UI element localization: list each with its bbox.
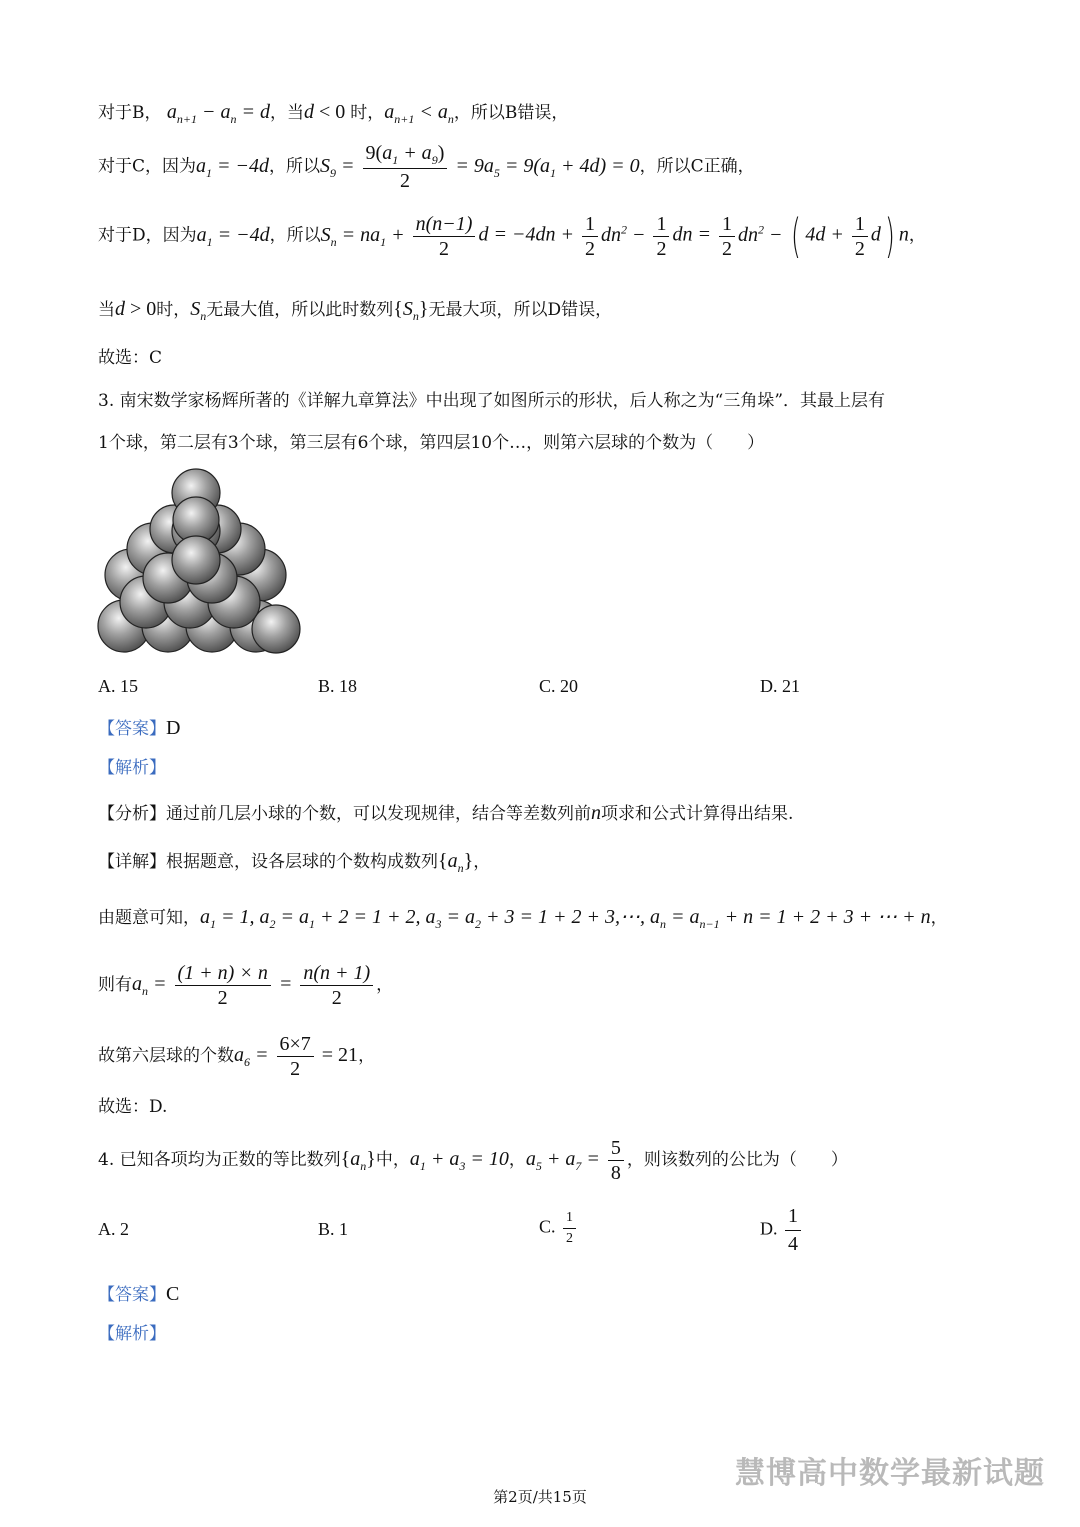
line-option-d: 对于D，因为$a_1 = -4d$，所以$S_n = na_1$ + $\frac{n(n-1)}{2}$ d = −4dn + $\frac{1}{2}$ $dn^2$ − $\frac{1}{2}$ dn = $\frac{1}{2}$ $dn^2$ − ( 4d + $\frac{1}{2}$ d) n， <box>98 209 926 263</box>
triangular-pile-figure <box>96 468 306 660</box>
q3-option-b[interactable]: B. 18 <box>318 676 358 696</box>
line-option-b: 对于B， $a_{n+1} - a_n = d$，当d < 0 时，$a_{n+1} < a_n$，所以B错误， <box>98 101 569 126</box>
line-option-c: 对于C，因为$a_1 = -4d$，所以$S_9$ = $\frac{9(a_1 + a_9)}{2}$ = $9a_5 = 9(a_1 + 4d) = 0$，所以C正确， <box>98 142 755 192</box>
q3-option-a[interactable]: A. 15 <box>98 676 138 696</box>
q3-fenxi: 【分析】通过前几层小球的个数，可以发现规律，结合等差数列前n项求和公式计算得出结果. <box>98 802 794 824</box>
q4-analysis-tag: 【解析】 <box>98 1324 166 1344</box>
q4-answer: 【答案】C <box>98 1283 180 1305</box>
watermark: 慧博高中数学最新试题 <box>735 1456 1045 1491</box>
q3-xiangjie: 【详解】根据题意，设各层球的个数构成数列$\{a_n\}$， <box>98 850 491 875</box>
q3-option-c[interactable]: C. 20 <box>539 676 579 696</box>
q3-analysis-tag: 【解析】 <box>98 758 166 778</box>
q3-result: 故第六层球的个数$a_6$ = $\frac{6\times 7}{2}$ = 21， <box>98 1033 376 1080</box>
q4-stem: 4. 已知各项均为正数的等比数列$\{a_n\}$中，$a_1 + a_3 = 10$，$a_5 + a_7$ = $\frac{5}{8}$ ，则该数列的公比为（ ） <box>98 1137 848 1184</box>
q3-stem-line2: 1个球，第二层有3个球，第三层有6个球，第四层10个…，则第六层球的个数为（ ） <box>98 433 765 453</box>
q3-formula: 则有$a_n$ = $\frac{(1 + n) \times n}{2}$ = $\frac{n(n + 1)}{2}$ ， <box>98 962 394 1009</box>
q4-option-d[interactable]: D. $\frac{1}{4}$ <box>760 1205 804 1256</box>
q3-stem-line1: 3. 南宋数学家杨辉所著的《详解九章算法》中出现了如图所示的形状，后人称之为“三角垛”．其最上层有 <box>98 391 886 411</box>
q3-answer: 【答案】D <box>98 717 181 739</box>
q4-option-a[interactable]: A. 2 <box>98 1219 129 1239</box>
select-c: 故选：C <box>98 348 163 368</box>
page-footer: 第2页/共15页 <box>493 1488 587 1506</box>
q4-option-c[interactable]: C. $\frac{1}{2}$ <box>539 1210 579 1247</box>
q3-option-d[interactable]: D. 21 <box>760 676 800 696</box>
q4-option-b[interactable]: B. 1 <box>318 1219 349 1239</box>
q3-recurrence: 由题意可知，$a_1 = 1$, $a_2 = a_1 + 2 = 1 + 2$, $a_3 = a_2 + 3 = 1 + 2$ + 3,⋯, $a_n = a_{n-1} + n = 1 + 2 + 3$ + ⋯ + n， <box>98 906 948 931</box>
line-conclusion-d: 当d > 0时，$S_n$无最大值，所以此时数列$\{S_n\}$无最大项，所以D错误， <box>98 298 613 323</box>
q3-select: 故选：D. <box>98 1097 168 1117</box>
